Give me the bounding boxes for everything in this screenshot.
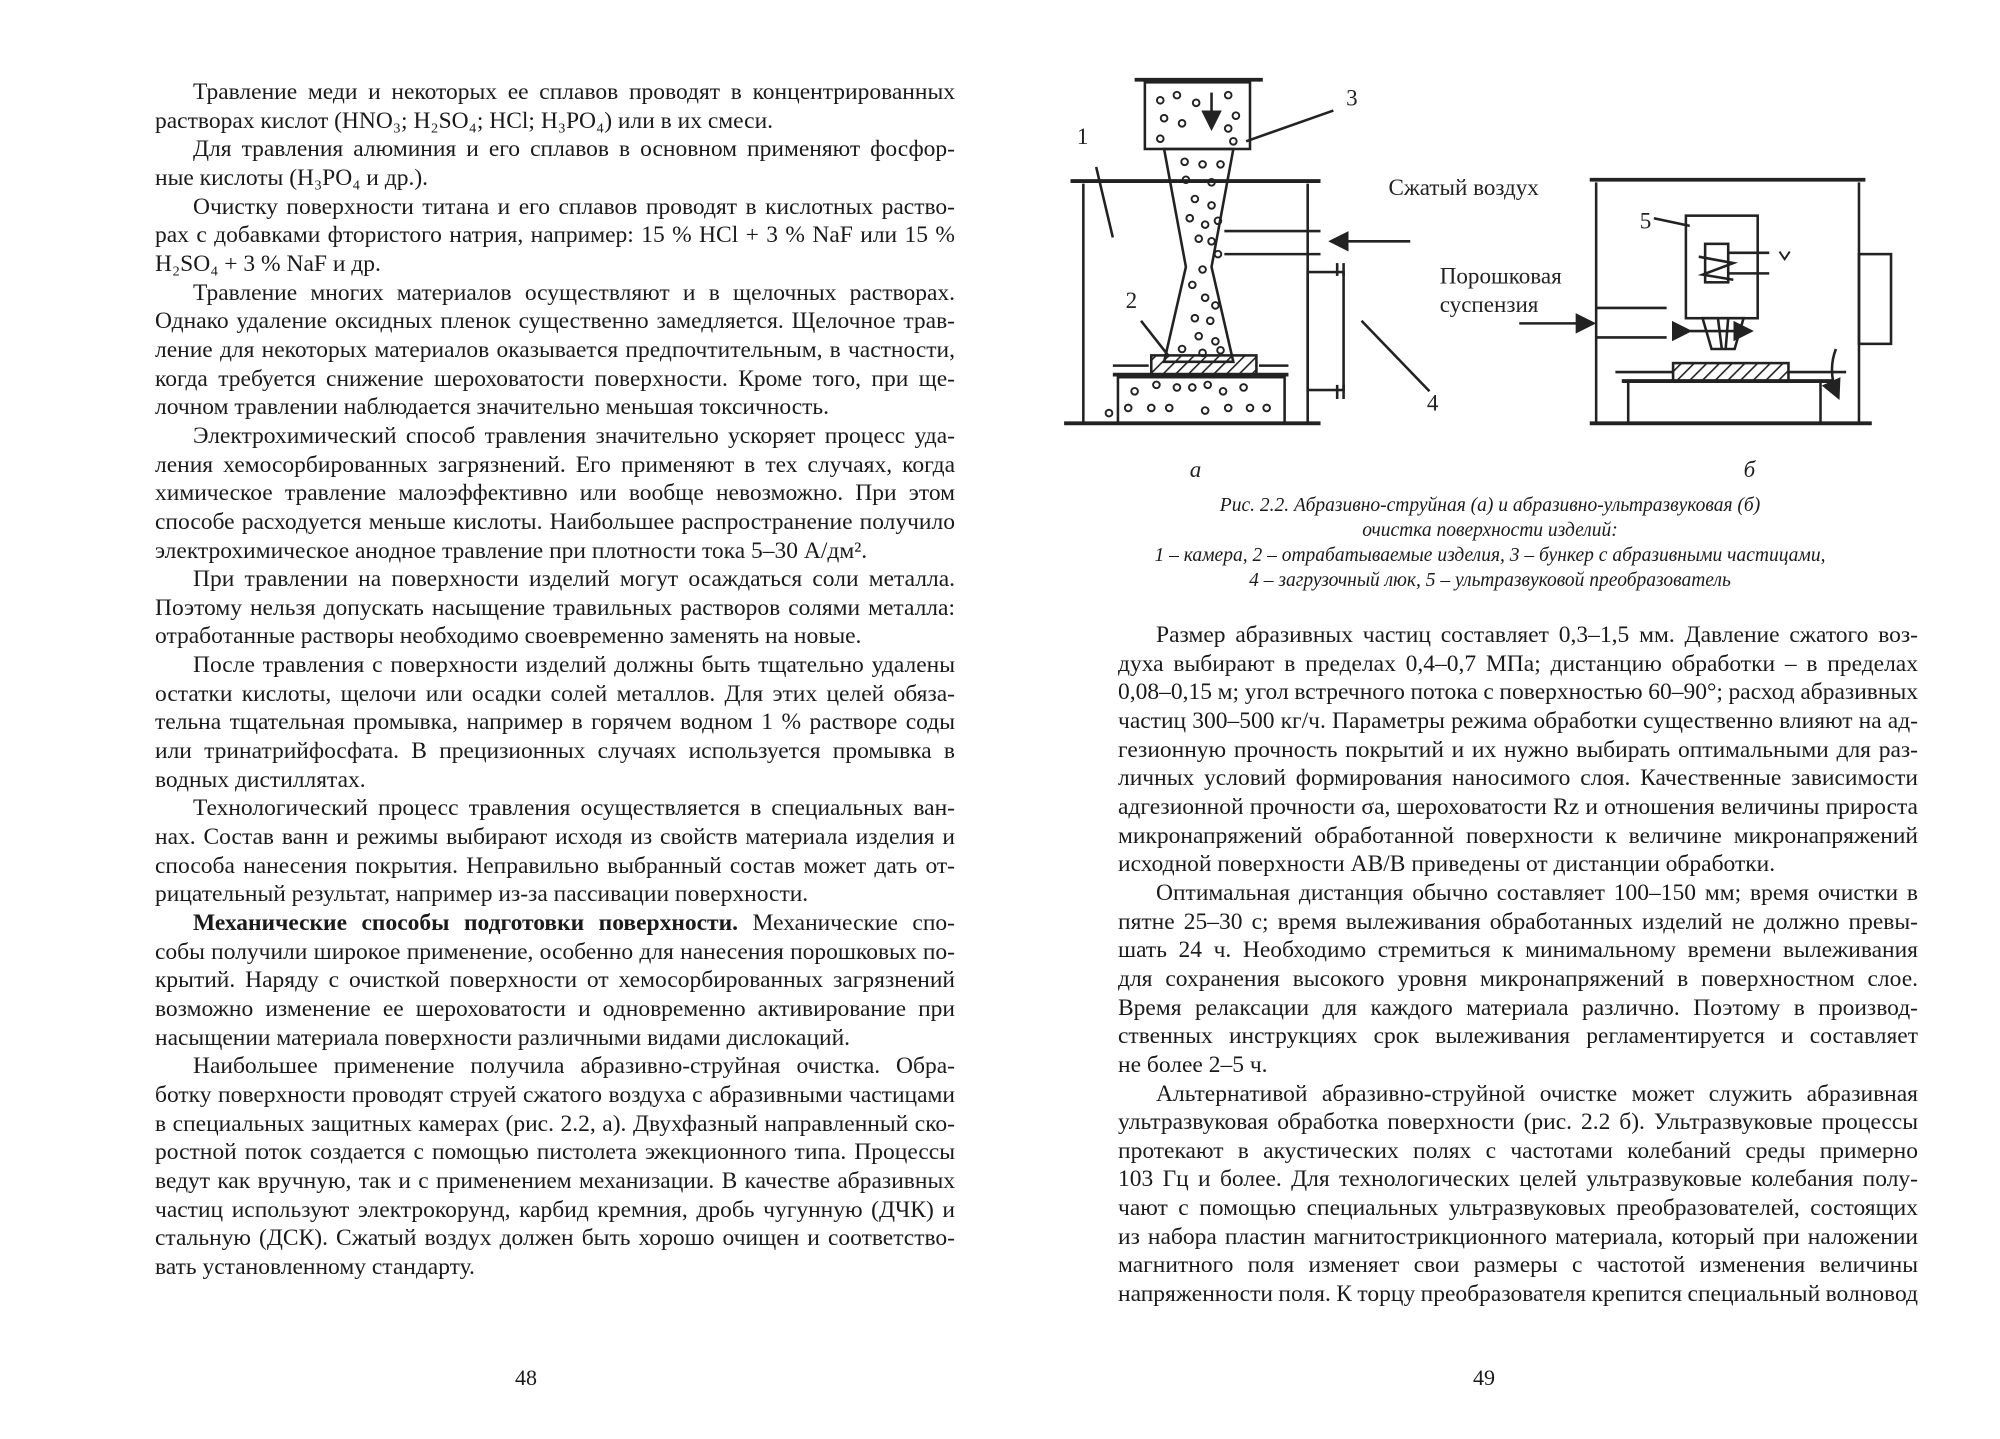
text-line-content: способа нанесения покрытия. Неправильно выбранный состав может дать от- bbox=[155, 852, 955, 879]
abrasive-particle bbox=[1181, 158, 1188, 165]
text-line-content: крытий. Наряду с очисткой поверхности от хемосорбированных загрязнений bbox=[155, 967, 955, 994]
text-line-content: собы получили широкое применение, особенно для нанесения порошковых по- bbox=[155, 938, 955, 965]
diagram-a-abrasive-jet bbox=[1064, 80, 1429, 424]
text-line-content: пятне 25–30 с; время вылеживания обработанных изделий не должно превы- bbox=[1118, 908, 1918, 935]
page-number-left: 48 bbox=[515, 1365, 537, 1390]
text-line-content: частиц 300–500 кг/ч. Параметры режима обработки существенно влияют на ад- bbox=[1118, 707, 1918, 734]
text-line-content: адгезионной прочности σа, шероховатости Rz и отношения величины прироста bbox=[1118, 793, 1918, 820]
text-line-content: духа выбирают в пределах 0,4–0,7 МПа; дистанцию обработки – в пределах bbox=[1118, 650, 1918, 677]
text-line-content: или тринатрийфосфата. В прецизионных случаях используется промывка в bbox=[155, 738, 955, 765]
text-line-content: из набора пластин магнитострикционного материала, который при наложении bbox=[1118, 1223, 1918, 1250]
text-line-content: ление для некоторых материалов оказывается предпочтительным, в частности, bbox=[155, 336, 955, 363]
abrasive-particle bbox=[1193, 100, 1200, 107]
text-line-content: протекают в акустических полях с частотами колебаний среды примерно bbox=[1118, 1137, 1918, 1164]
bold-heading: Механические способы подготовки поверхности. bbox=[193, 910, 739, 937]
abrasive-particle bbox=[1153, 382, 1160, 389]
text-line-content: Очистку поверхности титана и его сплавов проводят в кислотных раство- bbox=[193, 193, 955, 220]
abrasive-particle bbox=[1263, 405, 1270, 412]
label-4: 4 bbox=[1426, 389, 1439, 416]
text-line-content: исходной поверхности AB/B приведены от дистанции обработки. bbox=[1118, 851, 1776, 878]
abrasive-particle bbox=[1186, 215, 1193, 222]
text-line-content: ультразвуковая обработка поверхности (рис. 2.2 б). Ультразвуковые процессы bbox=[1118, 1109, 1918, 1136]
abrasive-particle bbox=[1199, 161, 1206, 168]
subfigure-b-label: б bbox=[1743, 456, 1756, 483]
abrasive-particle bbox=[1195, 333, 1202, 340]
abrasive-particle bbox=[1157, 97, 1164, 104]
label-powder-1: Порошковая bbox=[1439, 262, 1562, 289]
abrasive-particle bbox=[1179, 346, 1186, 353]
text-line-content: H₂SO₄ + 3 % NaF и др. bbox=[155, 250, 381, 277]
text-line-content: ственных инструкциях срок вылеживания регламентируется и составляет bbox=[1118, 1023, 1918, 1050]
text-line-content: микронапряжений обработанной поверхности к величине микронапряжений bbox=[1118, 822, 1918, 849]
text-line-content: Механические спо- bbox=[738, 910, 955, 937]
abrasive-particle bbox=[1189, 384, 1196, 391]
text-line-content: При травлении на поверхности изделий могут осаждаться соли металла. bbox=[193, 566, 955, 593]
text-line-content: Для травления алюминия и его сплавов в основном применяют фосфор- bbox=[193, 136, 955, 163]
abrasive-particle bbox=[1208, 202, 1215, 209]
text-line-content: Травление меди и некоторых ее сплавов проводят в концентрированных bbox=[193, 79, 955, 105]
abrasive-particle bbox=[1208, 238, 1215, 245]
abrasive-particle bbox=[1207, 317, 1214, 324]
text-line-content: Наибольшее применение получила абразивно-струйная очистка. Обра- bbox=[193, 1053, 955, 1080]
text-line-content: Технологический процесс травления осуществляется в специальных ван- bbox=[193, 795, 955, 822]
abrasive-particle bbox=[1106, 410, 1113, 417]
label-5: 5 bbox=[1639, 207, 1652, 234]
text-line-content: Поэтому нельзя допускать насыщение травильных растворов солями металла: bbox=[155, 594, 955, 621]
workpiece-a bbox=[1151, 355, 1256, 374]
abrasive-particle bbox=[1125, 405, 1132, 412]
abrasive-particle bbox=[1215, 251, 1222, 258]
label-powder-2: суспензия bbox=[1439, 290, 1539, 317]
label-compressed-air: Сжатый воздух bbox=[1388, 174, 1539, 201]
abrasive-particle bbox=[1174, 384, 1181, 391]
text-line-content: личных условий формирования наносимого слоя. Качественные зависимости bbox=[1118, 765, 1918, 792]
text-line-content: способе расходуется меньше кислоты. Наибольшее распространение получило bbox=[155, 508, 955, 535]
abrasive-particle bbox=[1161, 115, 1168, 122]
text-line-content: Травление многих материалов осуществляют и в щелочных растворах. bbox=[193, 279, 955, 306]
label-3: 3 bbox=[1346, 84, 1358, 111]
text-line-content: Время релаксации для каждого материала различно. Поэтому в производ- bbox=[1118, 994, 1918, 1021]
label-1: 1 bbox=[1076, 122, 1089, 149]
abrasive-particle bbox=[1230, 138, 1237, 145]
text-line-content: чают с помощью специальных ультразвуковых преобразователей, состоящих bbox=[1118, 1195, 1918, 1222]
text-line-content: когда требуется снижение шероховатости поверхности. Кроме того, при ще- bbox=[155, 365, 955, 392]
abrasive-particle bbox=[1240, 384, 1247, 391]
page-number-right: 49 bbox=[1473, 1365, 1495, 1390]
text-line-content: ления хемосорбированных загрязнений. Его применяют в тех случаях, когда bbox=[155, 451, 955, 478]
abrasive-particle bbox=[1233, 112, 1240, 119]
abrasive-particle bbox=[1220, 388, 1227, 395]
label-2: 2 bbox=[1125, 286, 1138, 313]
diagram-b-ultrasonic bbox=[1519, 180, 1891, 424]
abrasive-particle bbox=[1204, 382, 1211, 389]
abrasive-particle bbox=[1166, 405, 1173, 412]
abrasive-particle bbox=[1217, 161, 1224, 168]
text-line-content: возможно изменение ее шероховатости и одновременно активирование при bbox=[155, 996, 955, 1022]
figure-caption-line: 1 – камера, 2 – отрабатываемые изделия, 3 – бункер с абразивными частицами, bbox=[1154, 545, 1826, 566]
text-line-content: ведут как вручную, так и с применением механизации. В качестве абразивных bbox=[155, 1167, 955, 1194]
text-line-content: 103 Гц и более. Для технологических целей ультразвуковые колебания полу- bbox=[1118, 1166, 1918, 1193]
text-line-content: вать установленному стандарту. bbox=[155, 1253, 475, 1280]
text-line-content: отработанные растворы необходимо своевременно заменять на новые. bbox=[155, 623, 862, 650]
text-line-content: ботку поверхности проводят струей сжатого воздуха с абразивными частицами bbox=[155, 1081, 955, 1108]
text-line-content: лочном травлении наблюдается значительно меньшая токсичность. bbox=[155, 394, 830, 421]
text-line-content: гезионную прочность покрытий и их нужно выбирать оптимальными для раз- bbox=[1118, 736, 1918, 763]
text-line-content: ростной поток создается с помощью пистолета эжекционного типа. Процессы bbox=[155, 1139, 955, 1166]
abrasive-particle bbox=[1148, 405, 1155, 412]
abrasive-particle bbox=[1225, 405, 1232, 412]
text-line-content: частиц используют электрокорунд, карбид кремния, дробь чугунную (ДЧК) и bbox=[155, 1196, 955, 1223]
text-line-content: Оптимальная дистанция обычно составляет 100–150 мм; время очистки в bbox=[1156, 879, 1918, 906]
abrasive-particle bbox=[1247, 405, 1254, 412]
text-line-content: нах. Состав ванн и режимы выбирают исходя из свойств материала изделия и bbox=[155, 824, 955, 851]
text-line-content: растворах кислот (HNO₃; H₂SO₄; HCl; H₃PO₄) или в их смеси. bbox=[155, 107, 774, 134]
abrasive-particle bbox=[1192, 196, 1199, 203]
text-line-content: для сохранения высокого уровня микронапряжений в поверхностном слое. bbox=[1118, 965, 1918, 992]
abrasive-particle bbox=[1179, 120, 1186, 127]
text-line-content: Однако удаление оксидных пленок существенно замедляется. Щелочное трав- bbox=[155, 308, 955, 335]
abrasive-particle bbox=[1212, 302, 1219, 309]
text-line-content: напряженности поля. К торцу преобразователя крепится специальный волновод bbox=[1118, 1281, 1918, 1308]
workpiece-b bbox=[1673, 363, 1788, 381]
abrasive-particle bbox=[1131, 388, 1138, 395]
abrasive-particle bbox=[1225, 125, 1232, 132]
text-line-content: шать 24 ч. Необходимо стремиться к минимальному времени вылеживания bbox=[1118, 937, 1918, 964]
text-line-content: химическое травление малоэффективно или вообще невозможно. При этом bbox=[155, 480, 955, 507]
abrasive-particle bbox=[1202, 221, 1209, 228]
abrasive-particle bbox=[1202, 294, 1209, 301]
text-line-content: Альтернативой абразивно-струйной очистке может служить абразивная bbox=[1156, 1080, 1918, 1107]
abrasive-particle bbox=[1174, 92, 1181, 99]
subfigure-a-label: а bbox=[1189, 456, 1202, 483]
text-line-content: рах с добавками фтористого натрия, например: 15 % HCl + 3 % NaF или 15 % bbox=[155, 222, 955, 249]
abrasive-particle bbox=[1199, 266, 1206, 273]
text-line-content: не более 2–5 ч. bbox=[1118, 1051, 1268, 1078]
abrasive-particle bbox=[1192, 315, 1199, 322]
text-line-content: После травления с поверхности изделий должны быть тщательно удалены bbox=[193, 652, 955, 679]
text-line-content: тельна тщательная промывка, например в горячем водном 1 % растворе соды bbox=[155, 709, 955, 736]
text-line-content: рицательный результат, например из-за пассивации поверхности. bbox=[155, 881, 809, 908]
text-line-content: стальную (ДСК). Сжатый воздух должен быть хорошо очищен и соответство- bbox=[155, 1225, 955, 1252]
abrasive-particle bbox=[1212, 338, 1219, 345]
figure-caption-line: 4 – загрузочный люк, 5 – ультразвуковой преобразователь bbox=[1249, 570, 1731, 591]
text-line-content: насыщении материала поверхности различными видами дислокаций. bbox=[155, 1024, 851, 1051]
abrasive-particle bbox=[1157, 135, 1164, 142]
loading-hatch bbox=[1308, 272, 1344, 390]
text-line-content: магнитного поля изменяет свои размеры с частотой изменения величины bbox=[1118, 1252, 1918, 1279]
abrasive-particle bbox=[1225, 92, 1232, 99]
text-line-content: остатки кислоты, щелочи или осадки солей металлов. Для этих целей обяза- bbox=[155, 680, 955, 707]
figure-caption-line: очистка поверхности изделий: bbox=[1362, 520, 1618, 541]
text-line-content: 0,08–0,15 м; угол встречного потока с поверхностью 60–90°; расход абразивных bbox=[1118, 679, 1918, 706]
abrasive-particle bbox=[1202, 407, 1209, 414]
text-line-content: водных дистиллятах. bbox=[155, 766, 366, 793]
text-line-content: в специальных защитных камерах (рис. 2.2, а). Двухфазный направленный ско- bbox=[155, 1110, 955, 1137]
text-line-content: Размер абразивных частиц составляет 0,3–1,5 мм. Давление сжатого воз- bbox=[1156, 622, 1918, 648]
text-line-content: Электрохимический способ травления значительно ускоряет процесс уда- bbox=[193, 422, 955, 449]
text-line-content: ные кислоты (H₃PO₄ и др.). bbox=[155, 164, 429, 191]
abrasive-particle bbox=[1195, 235, 1202, 242]
abrasive-particle bbox=[1189, 282, 1196, 289]
figure-caption-line: Рис. 2.2. Абразивно-струйная (а) и абразивно-ультразвуковая (б) bbox=[1219, 495, 1761, 516]
abrasive-particle bbox=[1217, 347, 1224, 354]
text-line-content: электрохимическое анодное травление при плотности тока 5–30 А/дм². bbox=[155, 537, 868, 564]
